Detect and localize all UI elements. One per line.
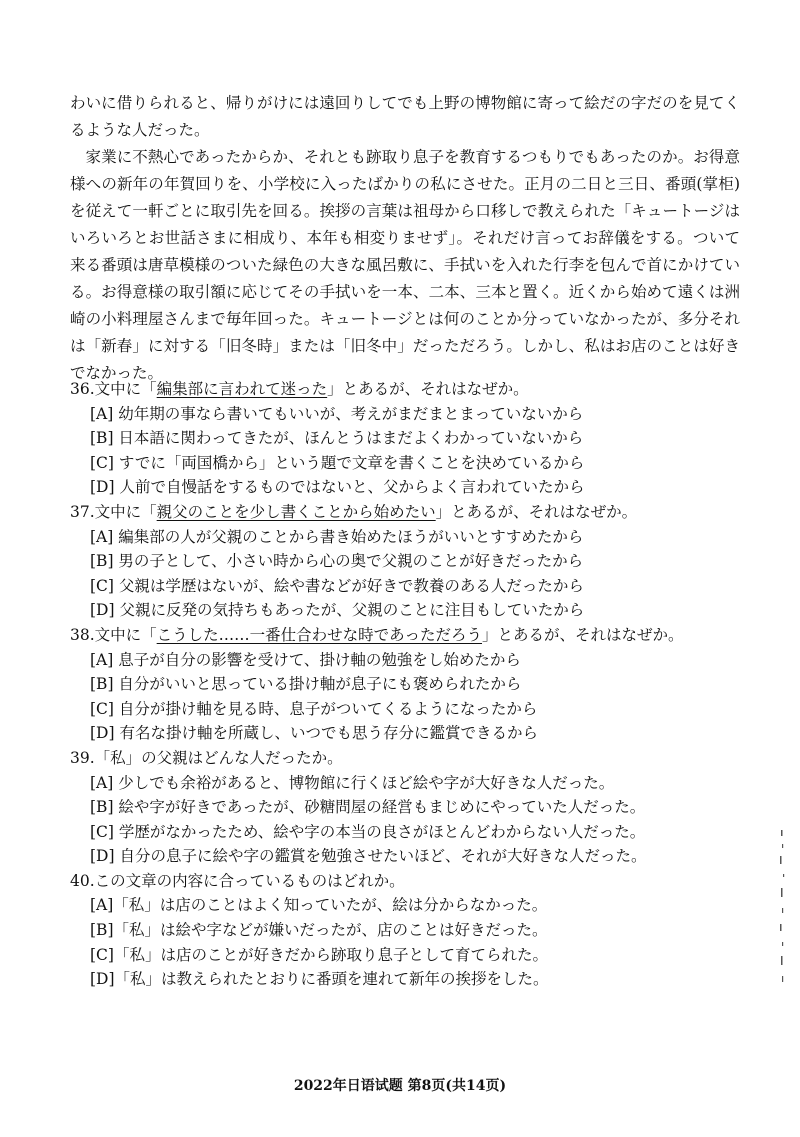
question-36 xyxy=(70,377,740,500)
footer-title: 2022年日语试题 xyxy=(293,1078,403,1094)
option-c: [C] 学歴がなかったため、絵や字の本当の良さがほとんどわからない人だった。 xyxy=(90,822,646,841)
option-d: [D] 自分の息子に絵や字の鑑賞を勉強させたいほど、それが大好きな人だった。 xyxy=(90,847,647,866)
underlined-quote: 編集部に言われて迷った xyxy=(156,380,328,398)
underlined-quote: こうした……一番仕合わせな時であっただろう xyxy=(156,625,483,644)
underlined-quote: 親父のことを少し書くことから始めたい xyxy=(156,502,436,521)
option-a: [A] 編集部の人が父親のことから書き始めたほうがいいとすすめたから xyxy=(90,527,584,546)
question-38 xyxy=(70,623,740,746)
option-d: [D] 父親に反発の気持ちもあったが、父親のことに注目もしていたから xyxy=(90,601,585,620)
option-a: [A] 少しでも余裕があると、博物館に行くほど絵や字が大好きな人だった。 xyxy=(90,773,615,792)
option-a: [A]「私」は店のことはよく知っていたが、絵は分からなかった。 xyxy=(90,896,548,915)
page-footer xyxy=(0,1075,800,1095)
question-37 xyxy=(70,500,740,623)
reading-passage xyxy=(70,90,740,387)
question-list xyxy=(70,377,740,992)
option-b: [B] 男の子として、小さい時から心の奥で父親のことが好きだったから xyxy=(90,552,584,571)
question-stem: 37.文中に「親父のことを少し書くことから始めたい」とあるが、それはなぜか。 xyxy=(70,502,638,521)
scan-edge-marks xyxy=(776,830,788,990)
option-a: [A] 幼年期の事なら書いてもいいが、考えがまだまとまっていないから xyxy=(90,404,584,423)
option-b: [B] 絵や字が好きであったが、砂糖問屋の経営もまじめにやっていた人だった。 xyxy=(90,798,646,817)
passage-paragraph-1: わいに借りられると、帰りがけには遠回りしてでも上野の博物館に寄って絵だの字だのを見てくるような人だった。 xyxy=(70,94,740,139)
option-c: [C] 自分が掛け軸を見る時、息子がついてくるようになったから xyxy=(90,699,538,718)
option-c: [C]「私」は店のことが好きだから跡取り息子として育てられた。 xyxy=(90,945,548,964)
passage-paragraph-2: 家業に不熱心であったからか、それとも跡取り息子を教育するつもりでもあったのか。お得意様への新年の年賀回りを、小学校に入ったばかりの私にさせた。正月の二日と三日、番頭(掌柜)を従えて一軒ごとに取引先を回る。挨拶の言葉は祖母から口移しで教えられた「キュートージはいろいろとお世話さまに相成り、本年も相変りませず」。それだけ言ってお辞儀をする。ついて来る番頭は唐草模様のついた緑色の大きな風呂敷に、手拭いを入れた行李を包んで首にかけている。お得意様の取引額に応じてその手拭いを一本、二本、三本と置く。近くから始めて遠くは洲崎の小料理屋さんまで毎年回った。キュートージとは何のことか分っていなかったが、多分それは「新春」に対する「旧冬時」または「旧冬中」だっただろう。しかし、私はお店のことは好きでなかった。 xyxy=(70,148,740,382)
option-b: [B] 自分がいいと思っている掛け軸が息子にも褒められたから xyxy=(90,675,522,694)
option-d: [D] 人前で自慢話をするものではないと、父からよく言われていたから xyxy=(90,478,585,497)
option-a: [A] 息子が自分の影響を受けて、掛け軸の勉強をし始めたから xyxy=(90,650,521,669)
option-d: [D]「私」は教えられたとおりに番頭を連れて新年の挨拶をした。 xyxy=(90,970,549,989)
question-39 xyxy=(70,746,740,869)
question-stem: 39.「私」の父親はどんな人だったか。 xyxy=(70,748,343,767)
option-c: [C] すでに「両国橋から」という題で文章を書くことを決めているから xyxy=(90,453,585,472)
question-40 xyxy=(70,869,740,992)
question-stem: 40.この文章の内容に合っているものはどれか。 xyxy=(70,871,405,890)
question-stem: 38.文中に「こうした……一番仕合わせな時であっただろう」とあるが、それはなぜか。 xyxy=(70,625,684,644)
footer-page-number: 第8页(共14页) xyxy=(407,1078,507,1094)
option-c: [C] 父親は学歴はないが、絵や書などが好きで教養のある人だったから xyxy=(90,576,584,595)
question-stem: 36.文中に「編集部に言われて迷った」とあるが、それはなぜか。 xyxy=(70,380,529,398)
option-b: [B]「私」は絵や字などが嫌いだったが、店のことは好きだった。 xyxy=(90,921,548,940)
option-b: [B] 日本語に関わってきたが、ほんとうはまだよくわかっていないから xyxy=(90,429,584,448)
option-d: [D] 有名な掛け軸を所蔵し、いつでも思う存分に鑑賞できるから xyxy=(90,724,538,743)
